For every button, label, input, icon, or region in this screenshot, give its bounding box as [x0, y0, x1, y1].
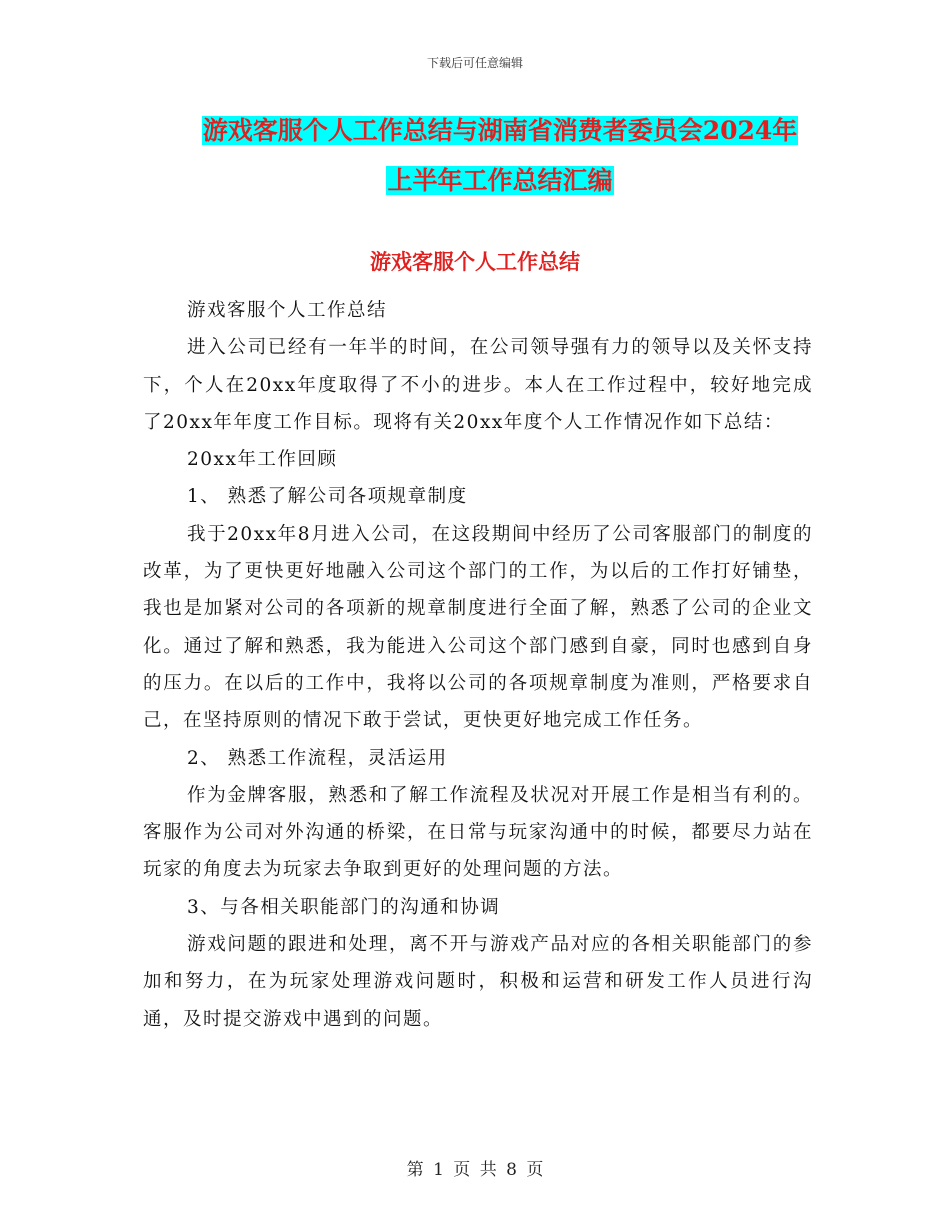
paragraph-review-heading: 20xx年工作回顾	[187, 449, 338, 471]
paragraph-item-3-body: 游戏问题的跟进和处理，离不开与游戏产品对应的各相关职能部门的参加和努力，在为玩家处理游戏问题时，积极和运营和研发工作人员进行沟通，及时提交游戏中遇到的问题。	[143, 934, 813, 1030]
document-title	[150, 106, 850, 206]
paragraph-item-1-heading: 1、 熟悉了解公司各项规章制度	[187, 486, 468, 508]
body-text	[143, 292, 813, 1038]
paragraph-item-2-heading: 2、 熟悉工作流程，灵活运用	[187, 747, 448, 769]
header-note: 下载后可任意编辑	[426, 56, 523, 70]
title-line-1: 游戏客服个人工作总结与湖南省消费者委员会2024年	[202, 116, 798, 145]
paragraph-item-3-heading: 3、与各相关职能部门的沟通和协调	[187, 896, 501, 918]
title-line-2: 上半年工作总结汇编	[387, 166, 613, 195]
paragraph-subtitle: 游戏客服个人工作总结	[187, 300, 388, 321]
page-footer: 第 1 页 共 8 页	[406, 1160, 544, 1180]
paragraph-item-1-body: 我于20xx年8月进入公司，在这段期间中经历了公司客服部门的制度的改革，为了更快更好地融入公司这个部门的工作，为以后的工作打好铺垫，我也是加紧对公司的各项新的规章制度进行全面了解，熟悉了公司的企业文化。通过了解和熟悉，我为能进入公司这个部门感到自豪，同时也感到自身的压力。在以后的工作中，我将以公司的各项规章制度为准则，严格要求自己，在坚持原则的情况下敢于尝试，更快更好地完成工作任务。	[143, 523, 813, 732]
section-title: 游戏客服个人工作总结	[370, 249, 580, 274]
paragraph-intro: 进入公司已经有一年半的时间，在公司领导强有力的领导以及关怀支持下，个人在20xx年度取得了不小的进步。本人在工作过程中，较好地完成了20xx年年度工作目标。现将有关20xx年度个人工作情况作如下总结：	[143, 337, 813, 433]
paragraph-item-2-body: 作为金牌客服，熟悉和了解工作流程及状况对开展工作是相当有利的。客服作为公司对外沟通的桥梁，在日常与玩家沟通中的时候，都要尽力站在玩家的角度去为玩家去争取到更好的处理问题的方法。	[143, 784, 813, 881]
